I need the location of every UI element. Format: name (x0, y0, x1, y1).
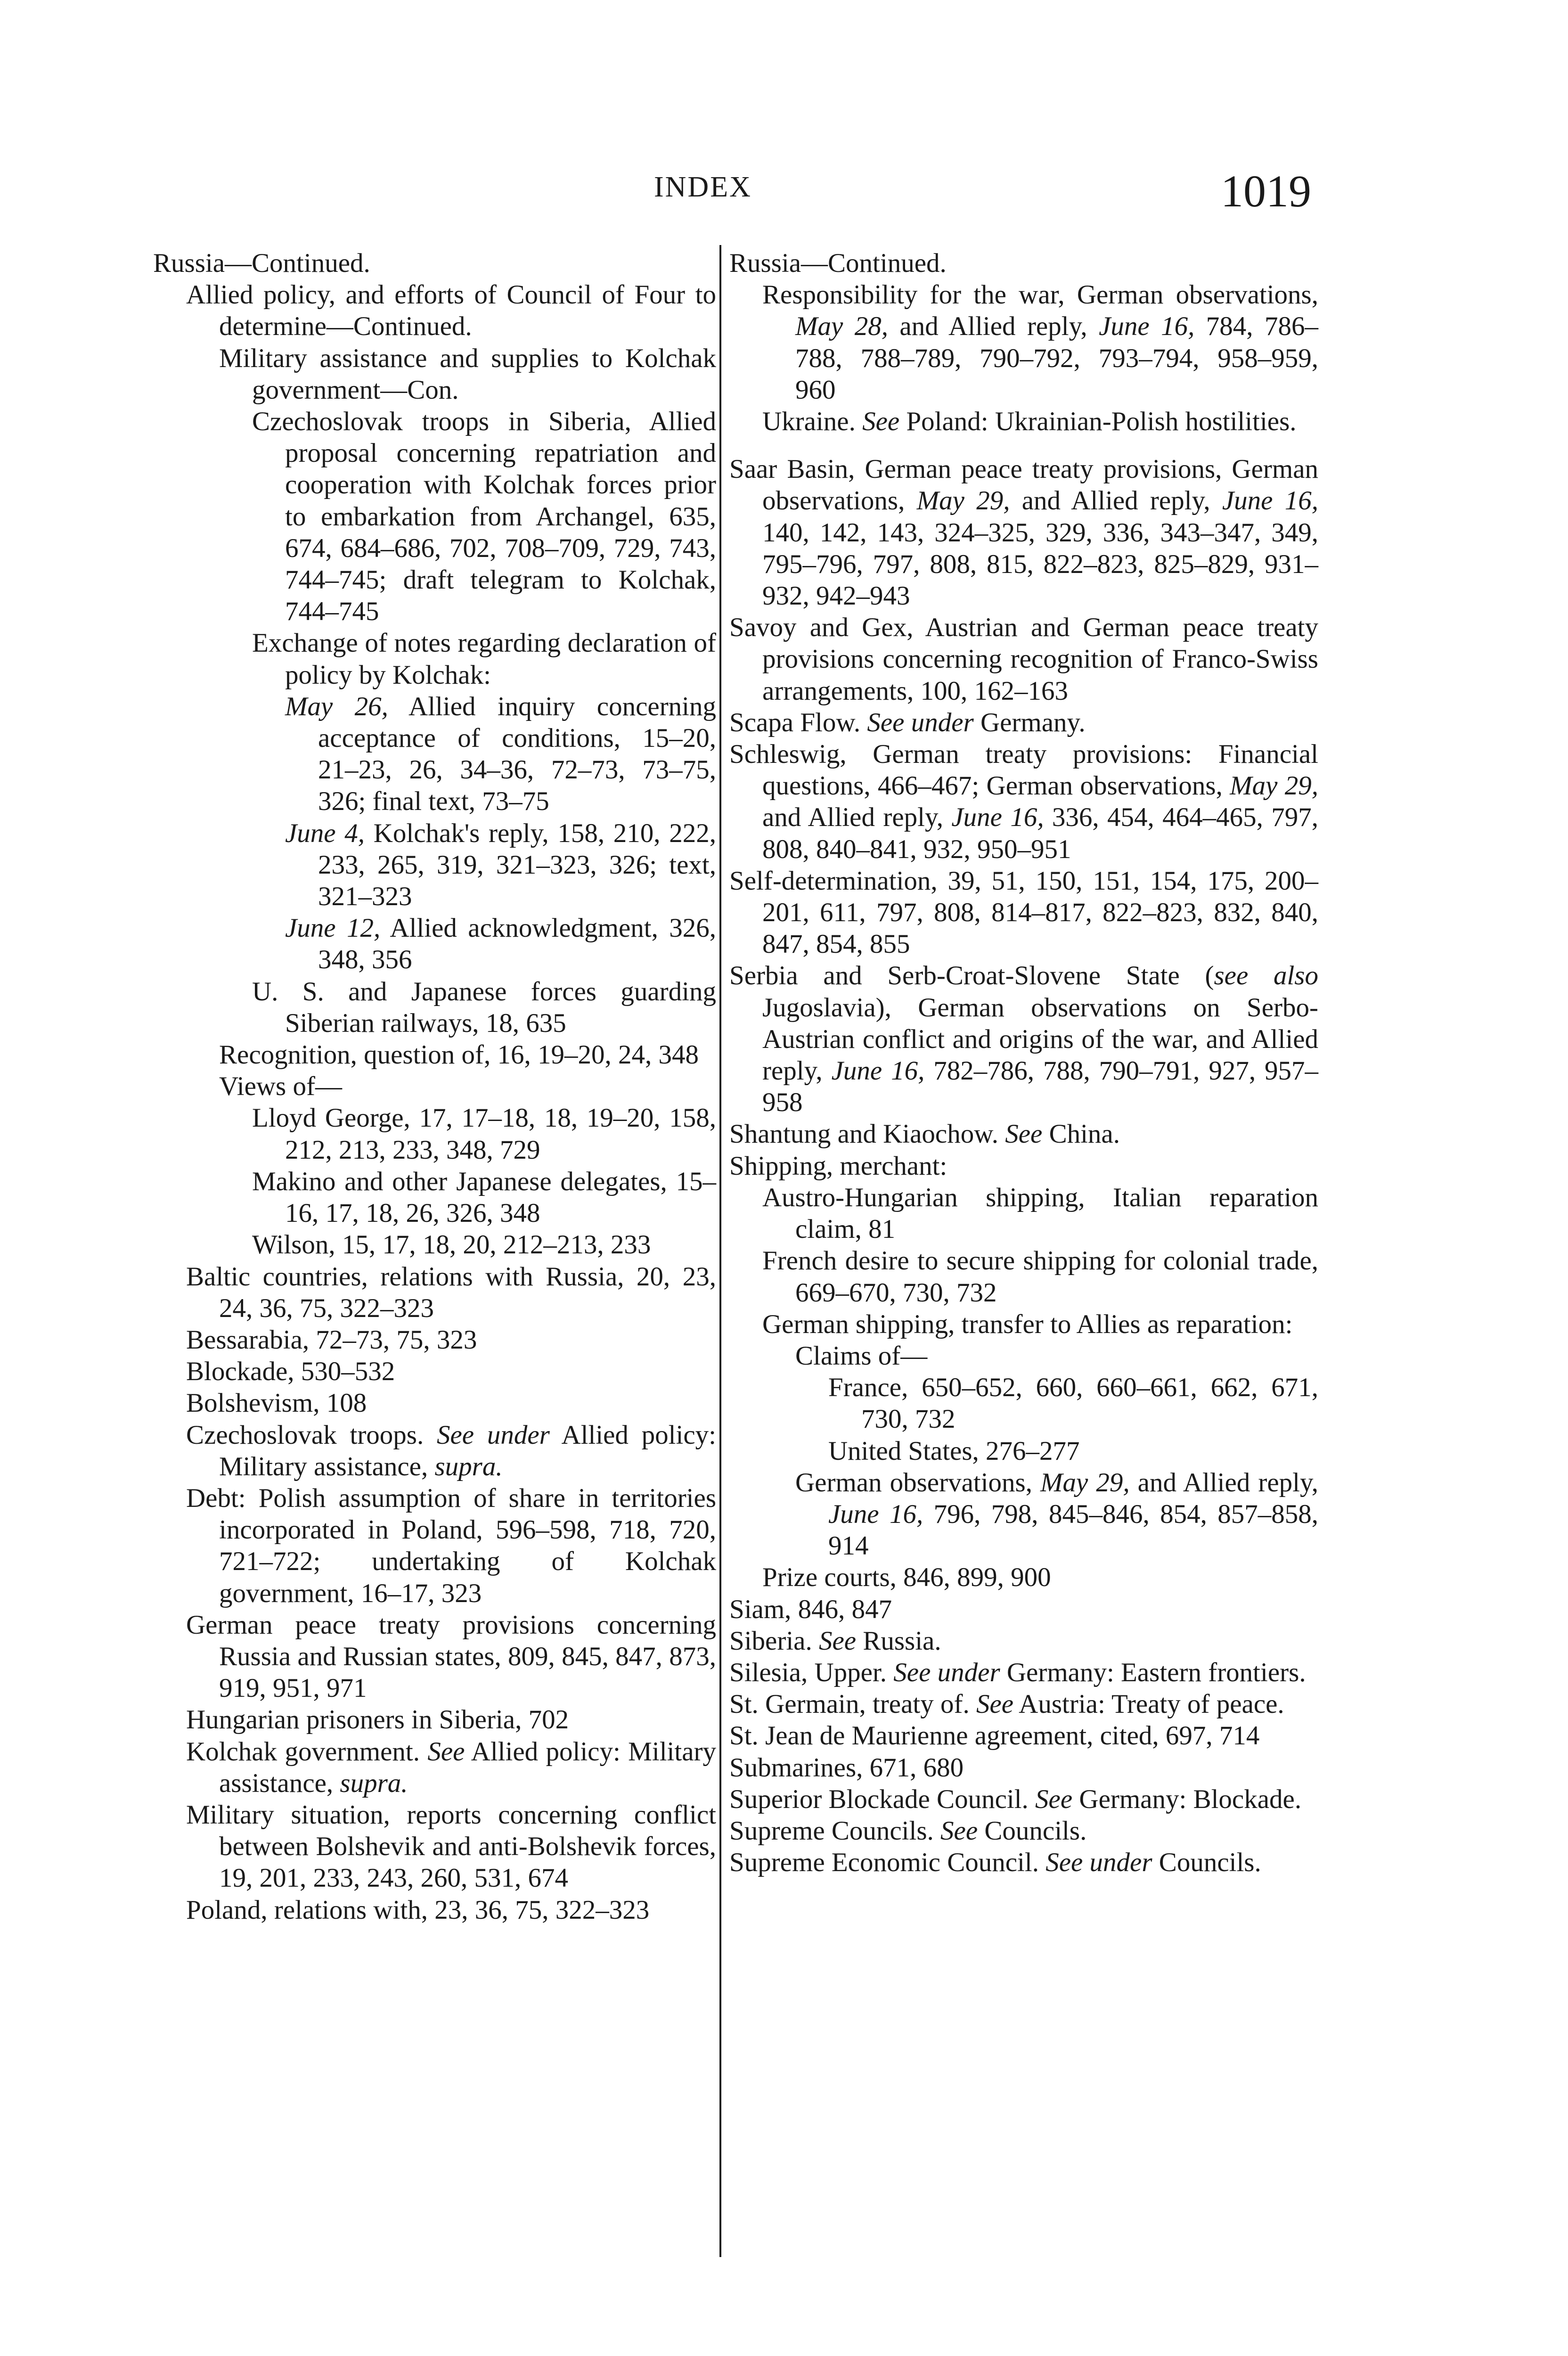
entry-text: 796, 798, 845–846, 854, 857–858, 914 (828, 1499, 1318, 1561)
index-entry (729, 1245, 1318, 1308)
index-entry (729, 406, 1318, 437)
index-entry (153, 1609, 716, 1704)
index-entry (729, 1752, 1318, 1783)
entry-text: France, 650–652, 660, 660–661, 662, 671, 730, 732 (828, 1373, 1318, 1434)
entry-text: Austria: Treaty of peace. (1013, 1689, 1284, 1719)
entry-italic-text: See (862, 407, 900, 437)
index-entry (729, 453, 1318, 612)
entry-text: United States, 276–277 (828, 1436, 1080, 1466)
entry-text: Councils. (978, 1816, 1087, 1846)
index-entry (153, 279, 716, 342)
entry-italic-text: May 29, (1040, 1467, 1130, 1497)
entry-text: Responsibility for the war, German observations, (762, 280, 1318, 310)
index-entry (153, 1419, 716, 1482)
entry-text: Blockade, 530–532 (186, 1357, 395, 1387)
entry-text: Prize courts, 846, 899, 900 (762, 1562, 1051, 1593)
index-entry (153, 691, 716, 818)
entry-text: and Allied reply, (1010, 486, 1222, 516)
page-number: 1019 (1221, 166, 1311, 216)
entry-text: Silesia, Upper. (729, 1657, 894, 1687)
index-entry (729, 247, 1318, 279)
entry-text: Germany. (973, 707, 1086, 737)
entry-text: French desire to secure shipping for colonial trade, 669–670, 730, 732 (762, 1246, 1318, 1308)
entry-italic-text: See (818, 1626, 857, 1656)
entry-text: Serbia and Serb-Croat-Slovene State ( (729, 961, 1214, 991)
entry-text: Allied policy: Military assistance, (219, 1736, 716, 1798)
entry-italic-text: see also (1214, 961, 1318, 991)
entry-text: Allied inquiry concerning acceptance of conditions, 15–20, 21–23, 26, 34–36, 72–73, 73–75, 326; final text, 73–75 (318, 691, 717, 817)
index-entry (729, 1562, 1318, 1593)
index-entry (153, 976, 716, 1039)
index-entry (729, 738, 1318, 865)
entry-text: Supreme Economic Council. (729, 1848, 1046, 1878)
entry-text: St. Germain, treaty of. (729, 1689, 976, 1719)
index-entry (729, 1340, 1318, 1372)
entry-italic-text: June 16, (1099, 311, 1195, 342)
entry-text: Kolchak government. (186, 1736, 428, 1767)
entry-text: 784, 786–788, 788–789, 790–792, 793–794, 958–959, 960 (795, 311, 1318, 405)
entry-italic-text: See (1005, 1119, 1043, 1149)
entry-text: Russia—Continued. (153, 248, 370, 278)
entry-text: Poland: Ukrainian-Polish hostilities. (899, 407, 1297, 437)
entry-text: Schleswig, German treaty provisions: Financial questions, 466–467; German observations, (729, 739, 1318, 801)
entry-text: 782–786, 788, 790–791, 927, 957–958 (762, 1056, 1318, 1118)
entry-text: Germany: Blockade. (1072, 1784, 1302, 1814)
entry-text: Siam, 846, 847 (729, 1594, 892, 1624)
entry-text: Savoy and Gex, Austrian and German peace treaty provisions concerning recognition of Franco-Swiss arrangements, 100, 162–163 (729, 613, 1318, 706)
entry-italic-text: June 16, (831, 1056, 925, 1086)
entry-text: Recognition, question of, 16, 19–20, 24, 348 (219, 1040, 699, 1070)
entry-text: Views of— (219, 1072, 342, 1102)
entry-text: Exchange of notes regarding declaration of policy by Kolchak: (252, 628, 716, 690)
column-divider (719, 245, 721, 2257)
entry-italic-text: May 26, (285, 691, 388, 721)
entry-text: Germany: Eastern frontiers. (1000, 1657, 1306, 1687)
index-entry (153, 1736, 716, 1799)
index-entry (729, 1657, 1318, 1688)
entry-text: Self-determination, 39, 51, 150, 151, 154, 175, 200–201, 611, 797, 808, 814–817, 822–823, 832, 840, 847, 854, 855 (729, 866, 1318, 959)
index-entry (729, 1309, 1318, 1340)
entry-text: Jugoslavia), German observations on Serbo-Austrian conflict and origins of the war, and Allied reply, (762, 992, 1318, 1086)
page-header (0, 165, 1568, 217)
entry-text: Poland, relations with, 23, 36, 75, 322–323 (186, 1895, 650, 1925)
index-entry (729, 1847, 1318, 1878)
entry-text: Wilson, 15, 17, 18, 20, 212–213, 233 (252, 1230, 651, 1260)
entry-italic-text: May 29, (1230, 771, 1319, 801)
entry-text: Military assistance and supplies to Kolchak government—Con. (219, 343, 716, 405)
entry-italic-text: See (976, 1689, 1014, 1719)
index-column-right (729, 247, 1318, 1878)
index-entry (729, 1435, 1318, 1467)
index-entry (153, 343, 716, 406)
entry-text: Baltic countries, relations with Russia, 20, 23, 24, 36, 75, 322–323 (186, 1261, 716, 1323)
index-entry (153, 1039, 716, 1071)
entry-text: Ukraine. (762, 407, 863, 437)
entry-text: Shipping, merchant: (729, 1151, 947, 1181)
index-entry (153, 247, 716, 279)
index-entry (153, 1102, 716, 1165)
entry-text: Siberia. (729, 1626, 819, 1656)
entry-text: Lloyd George, 17, 17–18, 18, 19–20, 158, 212, 213, 233, 348, 729 (252, 1103, 716, 1165)
entry-italic-text: See under (437, 1420, 550, 1450)
entry-text: Shantung and Kiaochow. (729, 1119, 1005, 1149)
entry-text: Russia. (856, 1626, 941, 1656)
entry-text: Hungarian prisoners in Siberia, 702 (186, 1705, 569, 1735)
index-entry (153, 1704, 716, 1735)
entry-text: St. Jean de Maurienne agreement, cited, 697, 714 (729, 1721, 1260, 1751)
entry-text: Bessarabia, 72–73, 75, 323 (186, 1325, 477, 1355)
entry-italic-text: June 16, (951, 802, 1044, 833)
entry-text: Allied policy, and efforts of Council of Four to determine—Continued. (186, 280, 716, 342)
index-entry (153, 1799, 716, 1894)
entry-text: Scapa Flow. (729, 707, 867, 737)
index-entry (729, 1594, 1318, 1625)
index-entry (729, 1625, 1318, 1657)
index-entry (729, 865, 1318, 960)
entry-italic-text: June 16, (1222, 486, 1319, 516)
entry-text: Czechoslovak troops in Siberia, Allied proposal concerning repatriation and cooperation with Kolchak forces prior to embarkation from Archangel, 635, 674, 684–686, 702, 708–709, 729, 743, 744–745; draft telegram to Kolchak, 744–745 (252, 407, 716, 627)
index-entry (729, 960, 1318, 1118)
entry-text: and Allied reply, (888, 311, 1099, 342)
index-entry (153, 1482, 716, 1609)
index-entry (729, 1182, 1318, 1245)
index-entry (729, 1467, 1318, 1562)
index-entry (729, 1815, 1318, 1847)
index-entry (153, 1356, 716, 1387)
index-entry (729, 1720, 1318, 1751)
entry-text: Austro-Hungarian shipping, Italian reparation claim, 81 (762, 1182, 1318, 1244)
entry-text: Councils. (1152, 1848, 1261, 1878)
entry-text: German peace treaty provisions concerning Russia and Russian states, 809, 845, 847, 873, 919, 951, 971 (186, 1610, 716, 1703)
entry-italic-text: See (1035, 1784, 1073, 1814)
index-entry (729, 279, 1318, 406)
entry-text: U. S. and Japanese forces guarding Siberian railways, 18, 635 (252, 976, 716, 1038)
entry-text: and Allied reply, (762, 802, 952, 833)
entry-italic-text: supra. (340, 1768, 408, 1798)
index-entry (729, 707, 1318, 738)
entry-text: German shipping, transfer to Allies as reparation: (762, 1309, 1293, 1339)
index-entry (729, 1118, 1318, 1150)
entry-text: Claims of— (795, 1341, 928, 1371)
entry-text: China. (1042, 1119, 1120, 1149)
index-entry (153, 818, 716, 913)
entry-text: 336, 454, 464–465, 797, 808, 840–841, 932, 950–951 (762, 802, 1318, 864)
entry-text: Saar Basin, German peace treaty provisions, German observations, (729, 454, 1318, 516)
entry-text: Superior Blockade Council. (729, 1784, 1036, 1814)
index-entry (153, 1261, 716, 1324)
index-entry (153, 1166, 716, 1229)
entry-text: Allied policy: Military assistance, (219, 1420, 716, 1481)
entry-italic-text: See (940, 1816, 978, 1846)
entry-text: Military situation, reports concerning conflict between Bolshevik and anti-Bolshevik forces, 19, 201, 233, 243, 260, 531, 674 (186, 1800, 716, 1893)
entry-italic-text: June 16, (828, 1499, 923, 1529)
index-entry (729, 1150, 1318, 1182)
entry-text: Bolshevism, 108 (186, 1388, 367, 1418)
entry-italic-text: See (427, 1736, 465, 1767)
entry-text: Makino and other Japanese delegates, 15–16, 17, 18, 26, 326, 348 (252, 1166, 716, 1228)
entry-text: and Allied reply, (1129, 1467, 1319, 1497)
index-entry (153, 627, 716, 690)
index-entry (729, 1688, 1318, 1720)
index-entry (729, 612, 1318, 707)
entry-text: Submarines, 671, 680 (729, 1752, 964, 1783)
entry-text: Supreme Councils. (729, 1816, 941, 1846)
entry-italic-text: May 29, (916, 486, 1010, 516)
entry-italic-text: See under (1045, 1848, 1152, 1878)
entry-text: Czechoslovak troops. (186, 1420, 437, 1450)
entry-text: Kolchak's reply, 158, 210, 222, 233, 265, 319, 321–323, 326; text, 321–323 (318, 818, 716, 912)
index-entry (729, 1372, 1318, 1435)
index-entry (729, 1783, 1318, 1815)
entry-text: Allied acknowledgment, 326, 348, 356 (318, 913, 716, 975)
index-column-left (153, 247, 716, 1926)
index-entry (153, 1324, 716, 1356)
running-head-title: INDEX (654, 171, 752, 203)
entry-italic-text: See under (867, 707, 974, 737)
entry-italic-text: June 4, (285, 818, 365, 848)
entry-italic-text: See under (893, 1657, 1000, 1687)
entry-italic-text: June 12, (285, 913, 381, 943)
entry-text: German observations, (795, 1467, 1041, 1497)
index-entry (153, 406, 716, 627)
index-entry (153, 1894, 716, 1926)
entry-text: Debt: Polish assumption of share in territories incorporated in Poland, 596–598, 718, 720, 721–722; undertaking of Kolchak government, 16–17, 323 (186, 1483, 716, 1608)
index-entry (153, 1071, 716, 1102)
entry-text: 140, 142, 143, 324–325, 329, 336, 343–347, 349, 795–796, 797, 808, 815, 822–823, 825–829, 931–932, 942–943 (762, 517, 1318, 611)
entry-italic-text: May 28, (795, 311, 888, 342)
entry-text: Russia—Continued. (729, 248, 947, 278)
index-entry (153, 1387, 716, 1419)
index-entry (153, 1229, 716, 1260)
entry-italic-text: supra. (434, 1451, 503, 1481)
index-entry (153, 912, 716, 975)
